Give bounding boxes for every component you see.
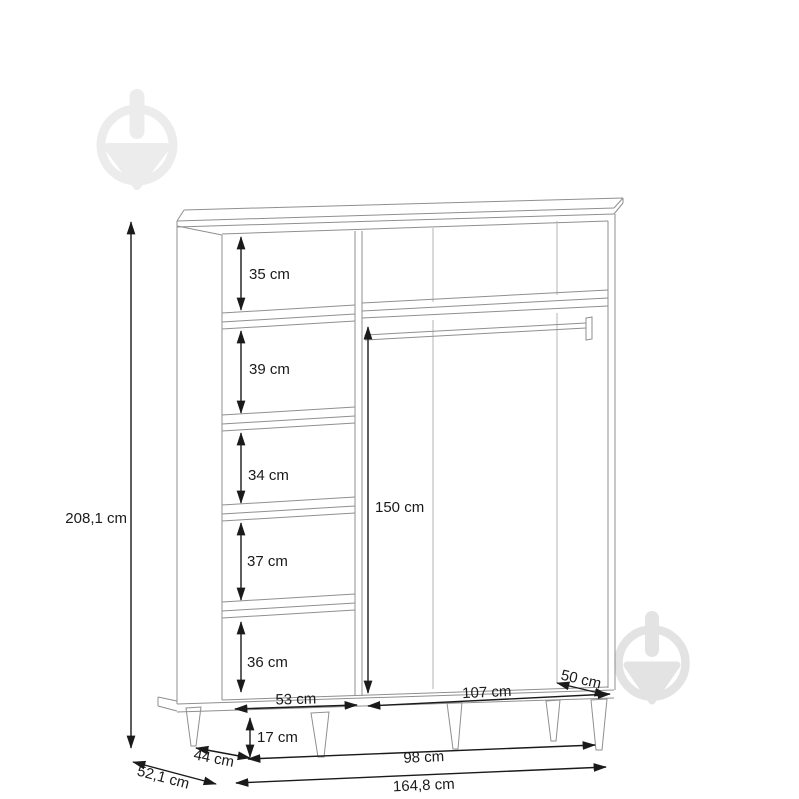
dim-compartment-3 <box>241 433 289 503</box>
dimension-label-left-section-width: 53 cm <box>275 690 317 709</box>
watermark-logo-icon <box>101 89 173 186</box>
dimension-label-compartment-5: 36 cm <box>247 654 288 671</box>
dimension-label-compartment-2: 39 cm <box>249 361 290 378</box>
dim-compartment-5 <box>241 622 288 692</box>
dimension-label-compartment-3: 34 cm <box>248 467 289 484</box>
wardrobe-legs <box>186 699 607 757</box>
dimension-label-hanging-space: 150 cm <box>375 499 425 516</box>
watermark-logo-icon-2 <box>619 611 686 701</box>
dimension-label-right-section-width: 107 cm <box>461 682 512 703</box>
dim-compartment-2 <box>241 331 290 413</box>
top-shelf <box>362 290 608 318</box>
dim-compartment-1 <box>241 237 290 310</box>
dim-base-depth <box>192 746 250 770</box>
dim-hanging-space <box>368 327 424 693</box>
dimension-label-overall-height: 208,1 cm <box>65 510 127 527</box>
dimension-label-right-section-depth: 50 cm <box>559 666 603 693</box>
dimension-label-overall-width: 164,8 cm <box>392 775 455 796</box>
left-column-shelves <box>222 305 355 618</box>
dimension-annotations <box>65 222 610 795</box>
dim-overall-height <box>65 222 131 748</box>
dim-overall-depth <box>133 762 216 793</box>
dim-legs-height <box>250 718 298 757</box>
wardrobe-outline <box>158 198 623 757</box>
dim-compartment-4 <box>241 523 288 600</box>
dimension-label-base-width: 98 cm <box>403 748 445 767</box>
dim-overall-width <box>236 767 606 795</box>
dimension-label-compartment-1: 35 cm <box>249 266 290 283</box>
dim-left-section-width <box>235 690 357 709</box>
dimension-label-overall-depth: 52,1 cm <box>135 762 192 793</box>
dimension-label-legs-height: 17 cm <box>257 729 298 746</box>
hanging-rod <box>365 317 592 340</box>
dimension-label-base-depth: 44 cm <box>192 746 236 771</box>
dimension-label-compartment-4: 37 cm <box>247 553 288 570</box>
dim-base-width <box>248 745 595 767</box>
